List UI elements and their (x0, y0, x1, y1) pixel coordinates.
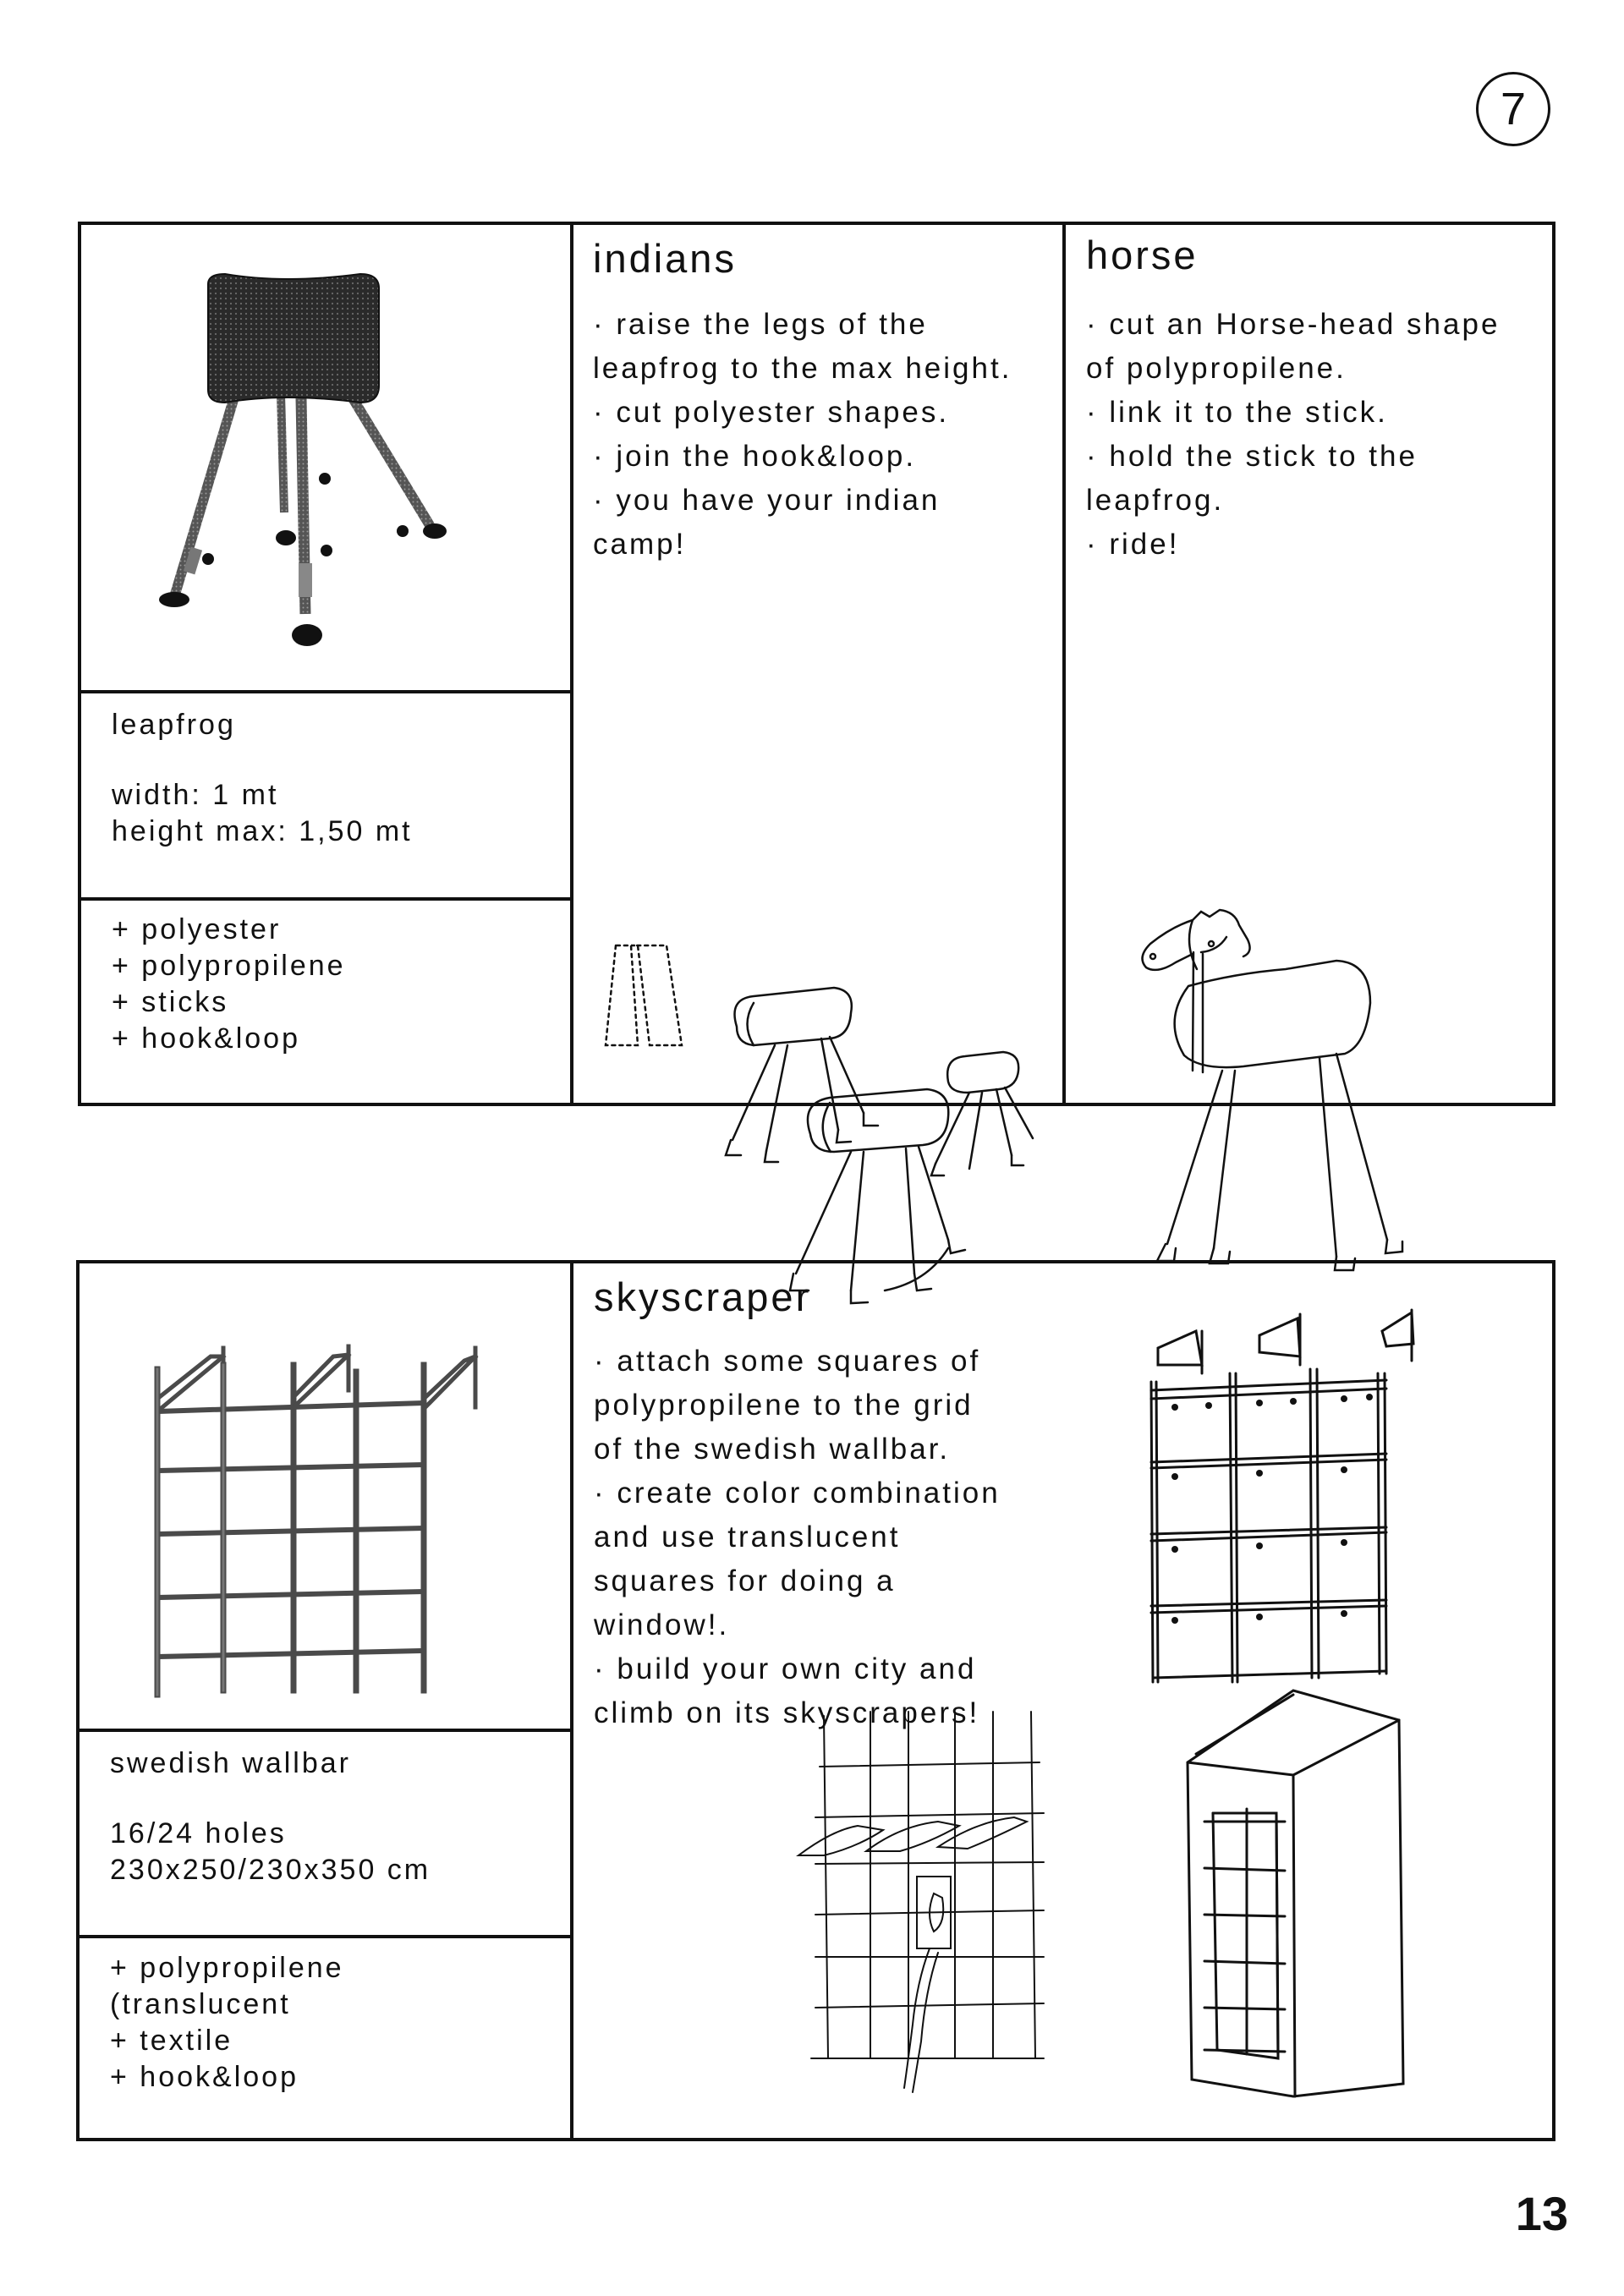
idea-instructions-horse (1086, 303, 1500, 567)
chapter-number: 7 (1500, 84, 1527, 134)
row-divider (81, 690, 573, 693)
wallbar-table (76, 1260, 1555, 2141)
instruction-line: · attach some squares of (594, 1345, 981, 1378)
leapfrog-materials (112, 912, 346, 1057)
instruction-line: polypropilene to the grid (594, 1389, 974, 1422)
material-item: + hook&loop (110, 2061, 299, 2093)
spec-line: width: 1 mt (112, 779, 279, 811)
idea-title-indians: indians (593, 236, 737, 281)
horse-sketch (1066, 699, 1556, 1104)
spec-line: height max: 1,50 mt (112, 815, 413, 847)
instruction-line: window!. (594, 1608, 730, 1641)
indians-sketch (572, 699, 1062, 1104)
row-divider (81, 897, 573, 901)
page-number: 13 (1515, 2187, 1568, 2240)
material-item: + polyester (112, 913, 282, 945)
material-item: + textile (110, 2025, 233, 2057)
instruction-line: · you have your indian (593, 484, 941, 517)
wallbar-materials (110, 1950, 344, 2096)
instruction-line: leapfrog. (1086, 484, 1225, 517)
instruction-line: · build your own city and (594, 1652, 977, 1685)
instruction-line: · cut polyester shapes. (593, 396, 950, 429)
wallbar-specs (110, 1745, 431, 1888)
idea-instructions-skyscraper (594, 1340, 1001, 1735)
instruction-line: · create color combination (594, 1477, 1001, 1510)
product-name: swedish wallbar (110, 1747, 351, 1779)
leapfrog-table (78, 222, 1555, 1106)
leapfrog-specs (112, 707, 413, 850)
idea-instructions-indians (593, 303, 1012, 567)
idea-title-skyscraper: skyscraper (594, 1274, 812, 1319)
spec-line: 16/24 holes (110, 1817, 287, 1849)
instruction-line: squares for doing a (594, 1564, 896, 1597)
instruction-line: and use translucent (594, 1521, 901, 1553)
material-item: + polypropilene (112, 950, 346, 982)
instruction-line: · join the hook&loop. (593, 440, 917, 473)
instruction-line: of the swedish wallbar. (594, 1433, 951, 1466)
material-item: + polypropilene (110, 1952, 344, 1984)
skyscraper-sketch (1166, 1686, 1420, 2126)
instruction-line: · hold the stick to the (1086, 440, 1418, 473)
instruction-line: · raise the legs of the (593, 308, 928, 341)
instruction-line: · link it to the stick. (1086, 396, 1388, 429)
idea-title-horse: horse (1086, 233, 1199, 277)
row-divider (80, 1729, 573, 1732)
wallbar-flaps-sketch (790, 1703, 1111, 2126)
instruction-line: camp! (593, 528, 687, 561)
wallbar-photo (80, 1263, 570, 1729)
chapter-number-badge (1476, 72, 1550, 146)
material-item: + sticks (112, 986, 229, 1018)
instruction-line: of polypropilene. (1086, 352, 1347, 385)
leapfrog-photo (81, 225, 572, 690)
column-divider (570, 1263, 573, 2138)
material-item: + hook&loop (112, 1022, 300, 1055)
product-name: leapfrog (112, 709, 236, 741)
instruction-line: · cut an Horse-head shape (1086, 308, 1501, 341)
instruction-line: · ride! (1086, 528, 1180, 561)
instruction-line: climb on its skyscrapers! (594, 1696, 980, 1729)
spec-line: 230x250/230x350 cm (110, 1854, 431, 1886)
wallbar-squares-sketch (1141, 1280, 1446, 1669)
row-divider (80, 1935, 573, 1938)
instruction-line: leapfrog to the max height. (593, 352, 1012, 385)
material-item: (translucent (110, 1988, 291, 2020)
